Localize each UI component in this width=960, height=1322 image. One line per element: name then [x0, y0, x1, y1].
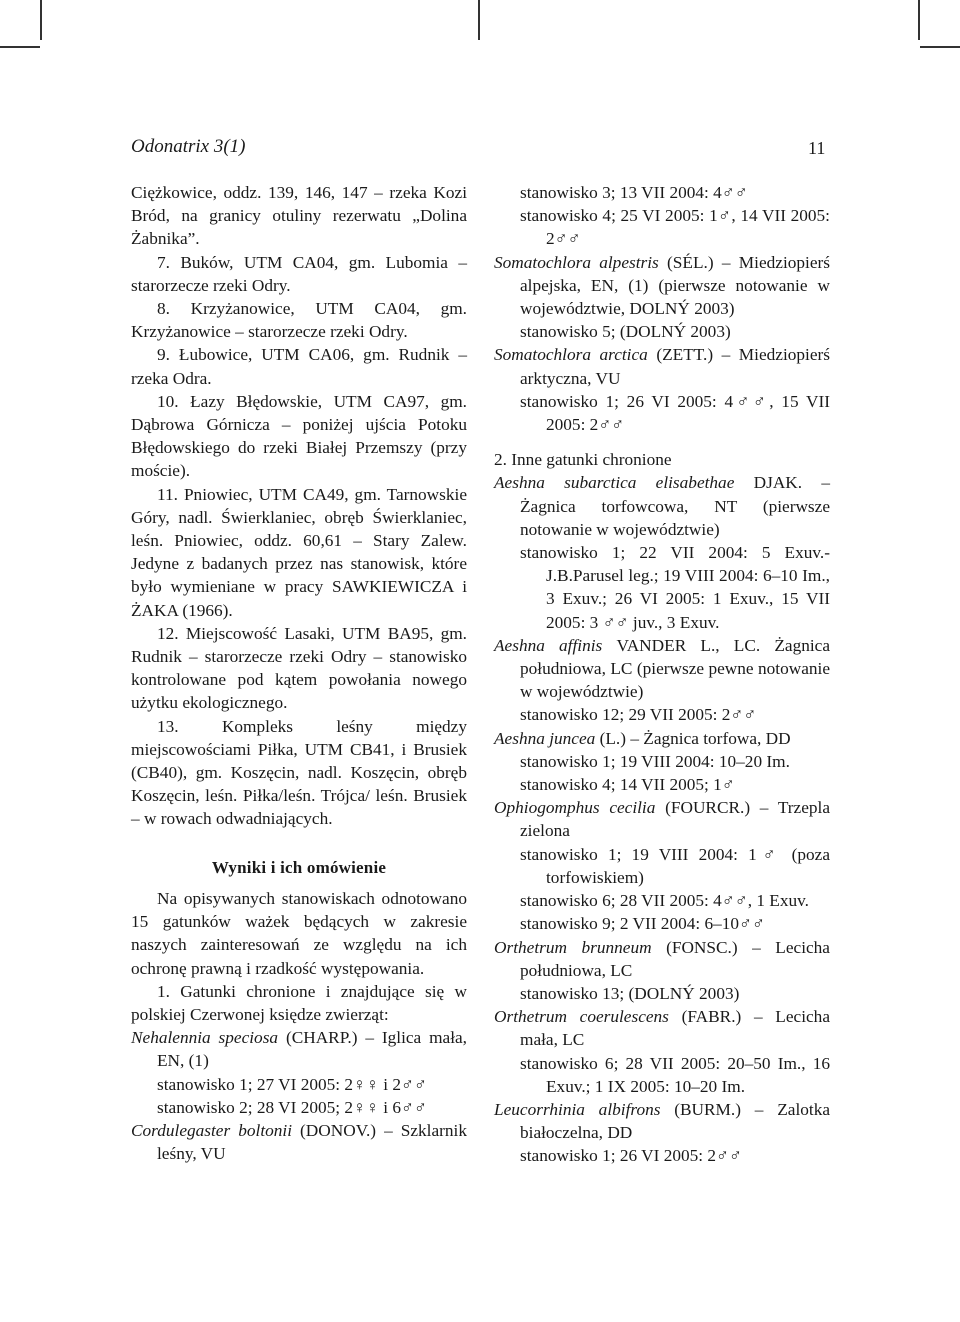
locality-13: 13. Kompleks leśny między miejscowościami Piłka, UTM CB41, i Brusiek (CB40), gm. Koszęcin, nadl. Koszęcin, obręb Koszęcin, leśn. Piłka/leśn. Trójca/ leśn. Brusiek – w rowach odwadniających.: [131, 716, 467, 829]
locality-9: 9. Łubowice, UTM CA06, gm. Rudnik – rzeka Odra.: [131, 345, 467, 388]
crop-mark: [918, 0, 920, 40]
spacer: [494, 436, 830, 448]
record-line: stanowisko 5; (DOLNÝ 2003): [520, 322, 731, 342]
species-entry: [494, 471, 830, 541]
locality-11: 11. Pniowiec, UTM CA49, gm. Tarnowskie Góry, nadl. Świerklaniec, obręb Świerklaniec, leśn. Pniowiec, oddz. 60,61 – Stary Zalew. Jedyne z badanych przez nas stanowisk, które było wymieniane w pracy SAWKIEWICZA i ŻAKA (1966).: [131, 484, 467, 620]
species-desc: – Szklarnik leśny, VU: [157, 1120, 467, 1164]
species-entry: [131, 1119, 467, 1165]
record-line: stanowisko 4; 14 VII 2005; 1♂: [520, 775, 735, 795]
crop-mark: [920, 46, 960, 48]
record-line: stanowisko 6; 28 VII 2005: 4♂♂, 1 Exuv.: [520, 891, 809, 911]
species-name: Aeshna affinis: [494, 635, 603, 655]
page-number: 11: [808, 138, 826, 158]
section-title: Wyniki i ich omówienie: [211, 857, 387, 877]
species-name: Orthetrum brunneum: [494, 937, 652, 957]
species-entry: [494, 343, 830, 389]
species-author: (BURM.): [674, 1099, 741, 1119]
results-heading-2: 2. Inne gatunki chronione: [494, 450, 672, 470]
species-entry: [131, 1026, 467, 1072]
species-author: (FOURCR.): [665, 798, 751, 818]
left-column: [131, 181, 467, 1165]
species-entry: [494, 1098, 830, 1144]
species-entry: [494, 936, 830, 982]
species-author: (SÉL.): [667, 252, 714, 272]
locality-10: 10. Łazy Błędowskie, UTM CA97, gm. Dąbrowa Górnicza – poniżej ujścia Potoku Błędowskiego do rzeki Białej Przemszy (przy moście).: [131, 391, 467, 481]
species-desc: – Żagnica torfowa, DD: [630, 728, 791, 748]
species-entry: [494, 251, 830, 321]
species-desc: – Miedziopierś arktyczna, VU: [520, 345, 830, 388]
record-line: stanowisko 13; (DOLNÝ 2003): [520, 983, 740, 1003]
species-name: Leucorrhinia albifrons: [494, 1099, 661, 1119]
record-line: stanowisko 1; 26 VI 2005: 2♂♂: [520, 1146, 742, 1166]
record-line: stanowisko 4; 25 VI 2005: 1♂, 14 VII 2005: 2♂♂: [520, 206, 830, 249]
locality-7: 7. Buków, UTM CA04, gm. Lubomia – starorzecze rzeki Odry.: [131, 252, 467, 295]
species-author: VANDER L., LC.: [616, 635, 761, 655]
record-line: stanowisko 12; 29 VII 2005: 2♂♂: [520, 705, 757, 725]
species-desc: – Lecicha mała, LC: [520, 1007, 830, 1050]
crop-mark: [40, 0, 42, 40]
record-line: stanowisko 1; 22 VII 2004: 5 Exuv.- J.B.Parusel leg.; 19 VIII 2004: 6–10 Im., 3 Exuv.; 26 VI 2005: 1 Exuv., 15 VII 2005: 3 ♂♂ juv., 3 Exuv.: [520, 543, 830, 632]
species-desc: – Zalotka białoczelna, DD: [520, 1099, 831, 1143]
species-desc: – Lecicha południowa, LC: [520, 937, 830, 980]
species-entry: [494, 727, 830, 750]
record-line: stanowisko 6; 28 VII 2005: 20–50 Im., 16 Exuv.; 1 IX 2005: 10–20 Im.: [520, 1053, 830, 1096]
species-entry: [494, 796, 830, 842]
species-name: Cordulegaster boltonii: [131, 1120, 293, 1140]
species-author: (FABR.): [681, 1007, 742, 1027]
record-line: stanowisko 1; 27 VI 2005: 2♀♀ i 2♂♂: [157, 1074, 427, 1094]
species-entry: [494, 634, 830, 704]
species-author: (DONOV.): [300, 1120, 377, 1140]
record-line: stanowisko 1; 26 VI 2005: 4♂♂, 15 VII 2005: 2♂♂: [520, 391, 830, 435]
species-author: (ZETT.): [656, 345, 714, 365]
species-name: Nehalennia speciosa: [131, 1028, 279, 1048]
species-name: Ophiogomphus cecilia: [494, 798, 656, 818]
species-desc: – Miedziopierś alpejska, EN, (1) (pierwsze notowanie w województwie, DOLNÝ 2003): [520, 252, 830, 319]
species-name: Orthetrum coerulescens: [494, 1007, 669, 1027]
record-line: stanowisko 1; 19 VIII 2004: 1♂ (poza torfowiskiem): [520, 844, 830, 887]
species-name: Aeshna juncea: [494, 728, 596, 748]
species-author: (FONSC.): [666, 937, 738, 957]
species-name: Somatochlora alpestris: [494, 252, 659, 272]
locality-8: 8. Krzyżanowice, UTM CA04, gm. Krzyżanowice – starorzecze rzeki Odry.: [131, 299, 467, 342]
species-desc: – Żagnica torfowcowa, NT (pierwsze notowanie w województwie): [520, 473, 831, 539]
species-desc: – Trzepla zielona: [520, 798, 830, 841]
journal-title: Odonatrix 3(1): [131, 136, 246, 157]
species-entry: [494, 1005, 830, 1051]
crop-mark: [478, 0, 480, 40]
results-heading-1: 1. Gatunki chronione i znajdujące się w polskiej Czerwonej księdze zwierząt:: [131, 981, 467, 1024]
locality-intro: Ciężkowice, oddz. 139, 146, 147 – rzeka Kozi Bród, na granicy otuliny rezerwatu „Dolina Żabnika”.: [131, 183, 467, 249]
species-author: (L.): [599, 728, 626, 748]
record-line: stanowisko 1; 19 VIII 2004: 10–20 Im.: [520, 751, 790, 771]
locality-12: 12. Miejscowość Lasaki, UTM BA95, gm. Rudnik – starorzecze rzeki Odry – stanowisko kontrolowane pod kątem powołania nowego użytku ekologicznego.: [131, 623, 467, 713]
species-name: Somatochlora arctica: [494, 345, 648, 365]
species-desc: – Iglica mała, EN, (1): [157, 1028, 467, 1071]
record-line: stanowisko 9; 2 VII 2004: 6–10♂♂: [520, 914, 765, 934]
species-author: DJAK.: [753, 473, 803, 493]
species-author: (CHARP.): [285, 1028, 358, 1048]
species-desc: Żagnica południowa, LC (pierwsze pewne notowanie w województwie): [520, 635, 831, 702]
record-line: stanowisko 3; 13 VII 2004: 4♂♂: [520, 183, 748, 202]
results-intro: Na opisywanych stanowiskach odnotowano 15 gatunków ważek będących w zakresie naszych zainteresowań ze względu na ich ochronę prawną i rzadkość występowania.: [131, 888, 467, 978]
species-name: Aeshna subarctica elisabethae: [494, 473, 735, 493]
crop-mark: [0, 46, 40, 48]
right-column: [494, 181, 830, 1168]
record-line: stanowisko 2; 28 VI 2005; 2♀♀ i 6♂♂: [157, 1097, 427, 1117]
